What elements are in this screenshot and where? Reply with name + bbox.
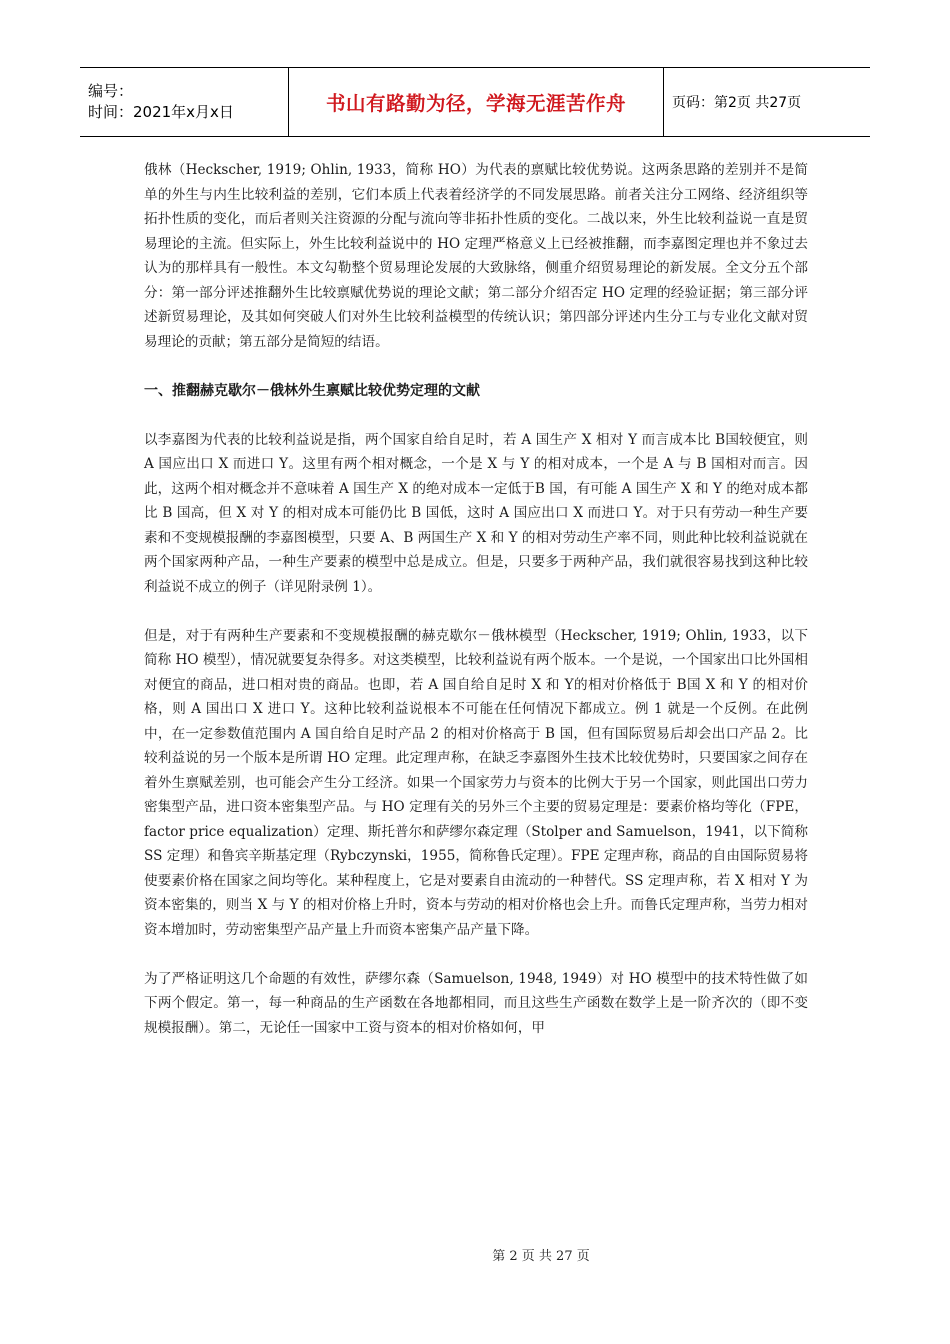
paragraph-intro: 俄林（Heckscher, 1919; Ohlin, 1933，简称 HO）为代表的禀赋比较优势说。这两条思路的差别并不是简单的外生与内生比较利益的差别，它们本质上代表着经济学的不同发展思路。前者关注分工网络、经济组织等拓扑性质的变化，而后者则关注资源的分配与流向等非拓扑性质的变化。二战以来，外生比较利益说一直是贸易理论的主流。但实际上，外生比较利益说中的 HO 定理严格意义上已经被推翻，而李嘉图定理也并不象过去认为的那样具有一般性。本文勾勒整个贸易理论发展的大致脉络，侧重介绍贸易理论的新发展。全文分五个部分：第一部分评述推翻外生比较禀赋优势说的理论文献；第二部分介绍否定 HO 定理的经验证据；第三部分评述新贸易理论，及其如何突破人们对外生比较利益模型的传统认识；第四部分评述内生分工与专业化文献对贸易理论的贡献；第五部分是简短的结语。 xyxy=(144,162,808,350)
paragraph-ho-model: 但是，对于有两种生产要素和不变规模报酬的赫克歇尔－俄林模型（Heckscher, 1919; Ohlin, 1933，以下简称 HO 模型），情况就要复杂得多。对这类模型，比较利益说有两个版本。一个是说，一个国家出口比外国相对便宜的商品，进口相对贵的商品。也即，若 A 国自给自足时 X 和 Y的相对价格低于 B国 X 和 Y 的相对价格，则 A 国出口 X 进口 Y。这种比较利益说根本不可能在任何情况下都成立。例 1 就是一个反例。在此例中，在一定参数值范围内 A 国自给自足时产品 2 的相对价格高于 B 国，但有国际贸易后却会出口产品 2。比较利益说的另一个版本是所谓 HO 定理。此定理声称，在缺乏李嘉图外生技术比较优势时，只要国家之间存在着外生禀赋差别，也可能会产生分工经济。如果一个国家劳力与资本的比例大于另一个国家，则此国出口劳力密集型产品，进口资本密集型产品。与 HO 定理有关的另外三个主要的贸易定理是：要素价格均等化（FPE， factor price equalization）定理、斯托普尔和萨缪尔森定理（Stolper and Samuelson，1941，以下简称 SS 定理）和鲁宾辛斯基定理（Rybczynski，1955，简称鲁氏定理）。FPE 定理声称，商品的自由国际贸易将使要素价格在国家之间均等化。某种程度上，它是对要素自由流动的一种替代。SS 定理声称，若 X 相对 Y 为资本密集的，则当 X 与 Y 的相对价格上升时，资本与劳动的相对价格也会上升。而鲁氏定理声称，当劳力相对资本增加时，劳动密集型产品产量上升而资本密集产品产量下降。 xyxy=(144,627,808,938)
header-page-info xyxy=(664,68,870,136)
section-heading: 一、推翻赫克歇尔－俄林外生禀赋比较优势定理的文献 xyxy=(144,382,480,399)
header-motto xyxy=(288,68,664,136)
header-meta xyxy=(80,68,288,136)
page-header xyxy=(80,67,870,137)
motto-text: 书山有路勤为径，学海无涯苦作舟 xyxy=(325,92,626,115)
footer-page-number: 第 2 页 共 27 页 xyxy=(492,1249,590,1264)
document-number-label: 编号： xyxy=(88,82,134,100)
document-date: 时间：2021年x月x日 xyxy=(88,103,234,121)
document-body xyxy=(144,158,808,1040)
paragraph-ricardo: 以李嘉图为代表的比较利益说是指，两个国家自给自足时，若 A 国生产 X 相对 Y 而言成本比 B国较便宜，则 A 国应出口 X 而进口 Y。这里有两个相对概念，一个是 X 与 Y 的相对成本，一个是 A 与 B 国相对而言。因此，这两个相对概念并不意味着 A 国生产 X 的绝对成本一定低于B 国，有可能 A 国生产 X 和 Y 的绝对成本都比 B 国高，但 X 对 Y 的相对成本可能仍比 B 国低，这时 A 国应出口 X 而进口 Y。对于只有劳动一种生产要素和不变规模报酬的李嘉图模型，只要 A、B 两国生产 X 和 Y 的相对劳动生产率不同，则此种比较利益说就在两个国家两种产品，一种生产要素的模型中总是成立。但是，只要多于两种产品，我们就很容易找到这种比较利益说不成立的例子（详见附录例 1）。 xyxy=(144,431,808,595)
page-info-text: 页码：第2页 共27页 xyxy=(672,95,802,111)
page-footer xyxy=(0,1245,950,1264)
paragraph-samuelson: 为了严格证明这几个命题的有效性，萨缪尔森（Samuelson, 1948, 1949）对 HO 模型中的技术特性做了如下两个假定。第一，每一种商品的生产函数在各地都相同，而且这些生产函数在数学上是一阶齐次的（即不变规模报酬）。第二，无论任一国家中工资与资本的相对价格如何，甲 xyxy=(144,970,808,1036)
